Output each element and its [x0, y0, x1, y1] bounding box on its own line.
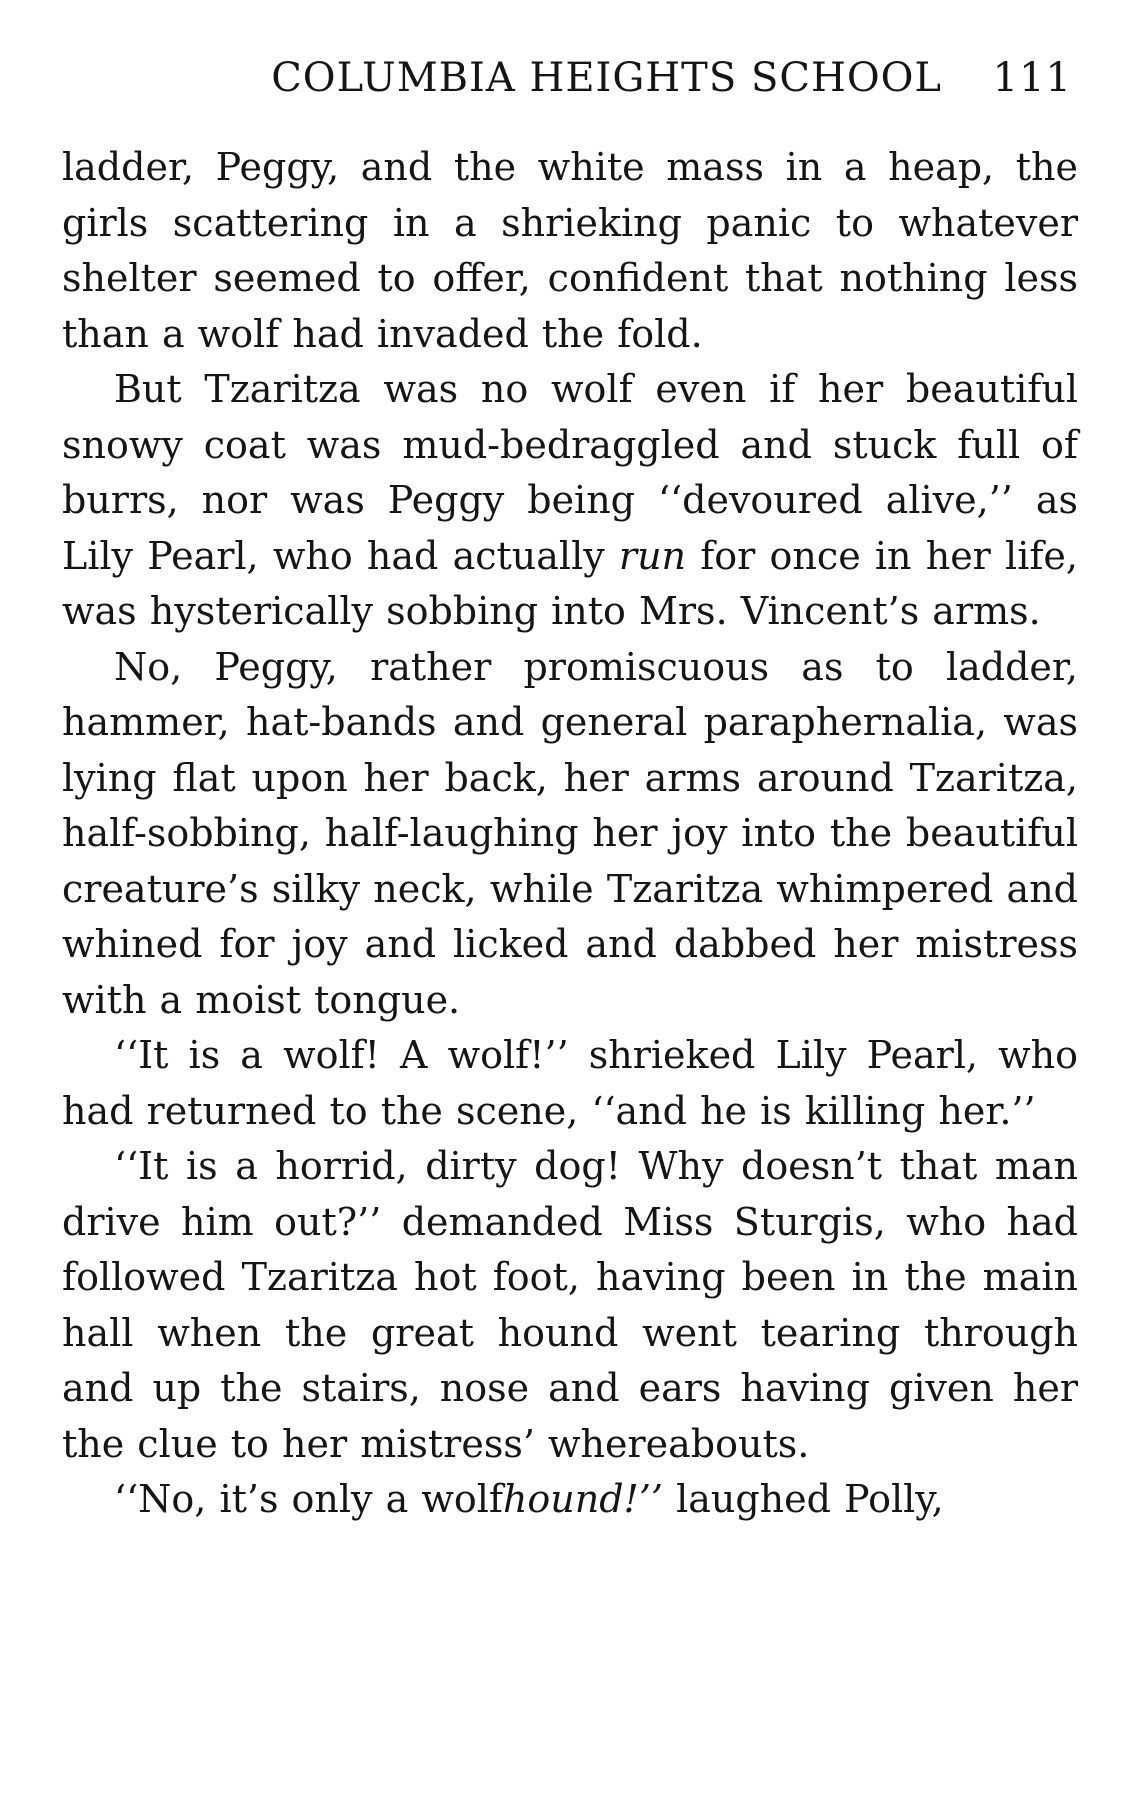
- body-text: [62, 140, 1078, 1528]
- paragraph-5: [62, 1139, 1078, 1472]
- paragraph-6: [62, 1472, 1078, 1528]
- paragraph-text: ladder, Peggy, and the white mass in a heap, the girls scattering in a shrieking panic to whatever shelter seemed to offer, confident that nothing less than a wolf had invaded the fold.: [62, 145, 1078, 356]
- paragraph-2: [62, 362, 1078, 640]
- paragraph-1: [62, 140, 1078, 362]
- paragraph-text: for once in her life, was hysterically sobbing into Mrs. Vincent’s arms.: [62, 533, 1078, 633]
- italic-emphasis: hound!’’: [502, 1477, 663, 1521]
- page-number: 111: [992, 55, 1072, 101]
- paragraph-text: laughed Polly,: [663, 1477, 944, 1521]
- paragraph-4: [62, 1028, 1078, 1139]
- italic-emphasis: run: [618, 533, 687, 578]
- paragraph-text: ‘‘It is a horrid, dirty dog! Why doesn’t that man drive him out?’’ demanded Miss Sturgis, who had followed Tzaritza hot foot, having been in the main hall when the great hound went tearing through and up the stairs, nose and ears having given her the clue to her mistress’ whereabouts.: [62, 1144, 1078, 1466]
- paragraph-text: ‘‘No, it’s only a wolf: [114, 1477, 503, 1521]
- running-head: [62, 52, 1078, 104]
- paragraph-text: But Tzaritza was no wolf even if her beautiful snowy coat was mud-bedraggled and stuck full of burrs, nor was Peggy being ‘‘devoured alive,’’ as Lily Pearl, who had actually: [62, 367, 1078, 578]
- paragraph-text: No, Peggy, rather promiscuous as to ladder, hammer, hat-bands and general paraphernalia, was lying flat upon her back, her arms around Tzaritza, half-sobbing, half-laughing her joy into the beautiful creature’s silky neck, while Tzaritza whimpered and whined for joy and licked and dabbed her mistress with a moist tongue.: [62, 644, 1078, 1022]
- paragraph-3: [62, 640, 1078, 1029]
- paragraph-text: ‘‘It is a wolf! A wolf!’’ shrieked Lily Pearl, who had returned to the scene, ‘‘and he is killing her.’’: [62, 1033, 1078, 1133]
- running-title: COLUMBIA HEIGHTS SCHOOL: [271, 55, 942, 101]
